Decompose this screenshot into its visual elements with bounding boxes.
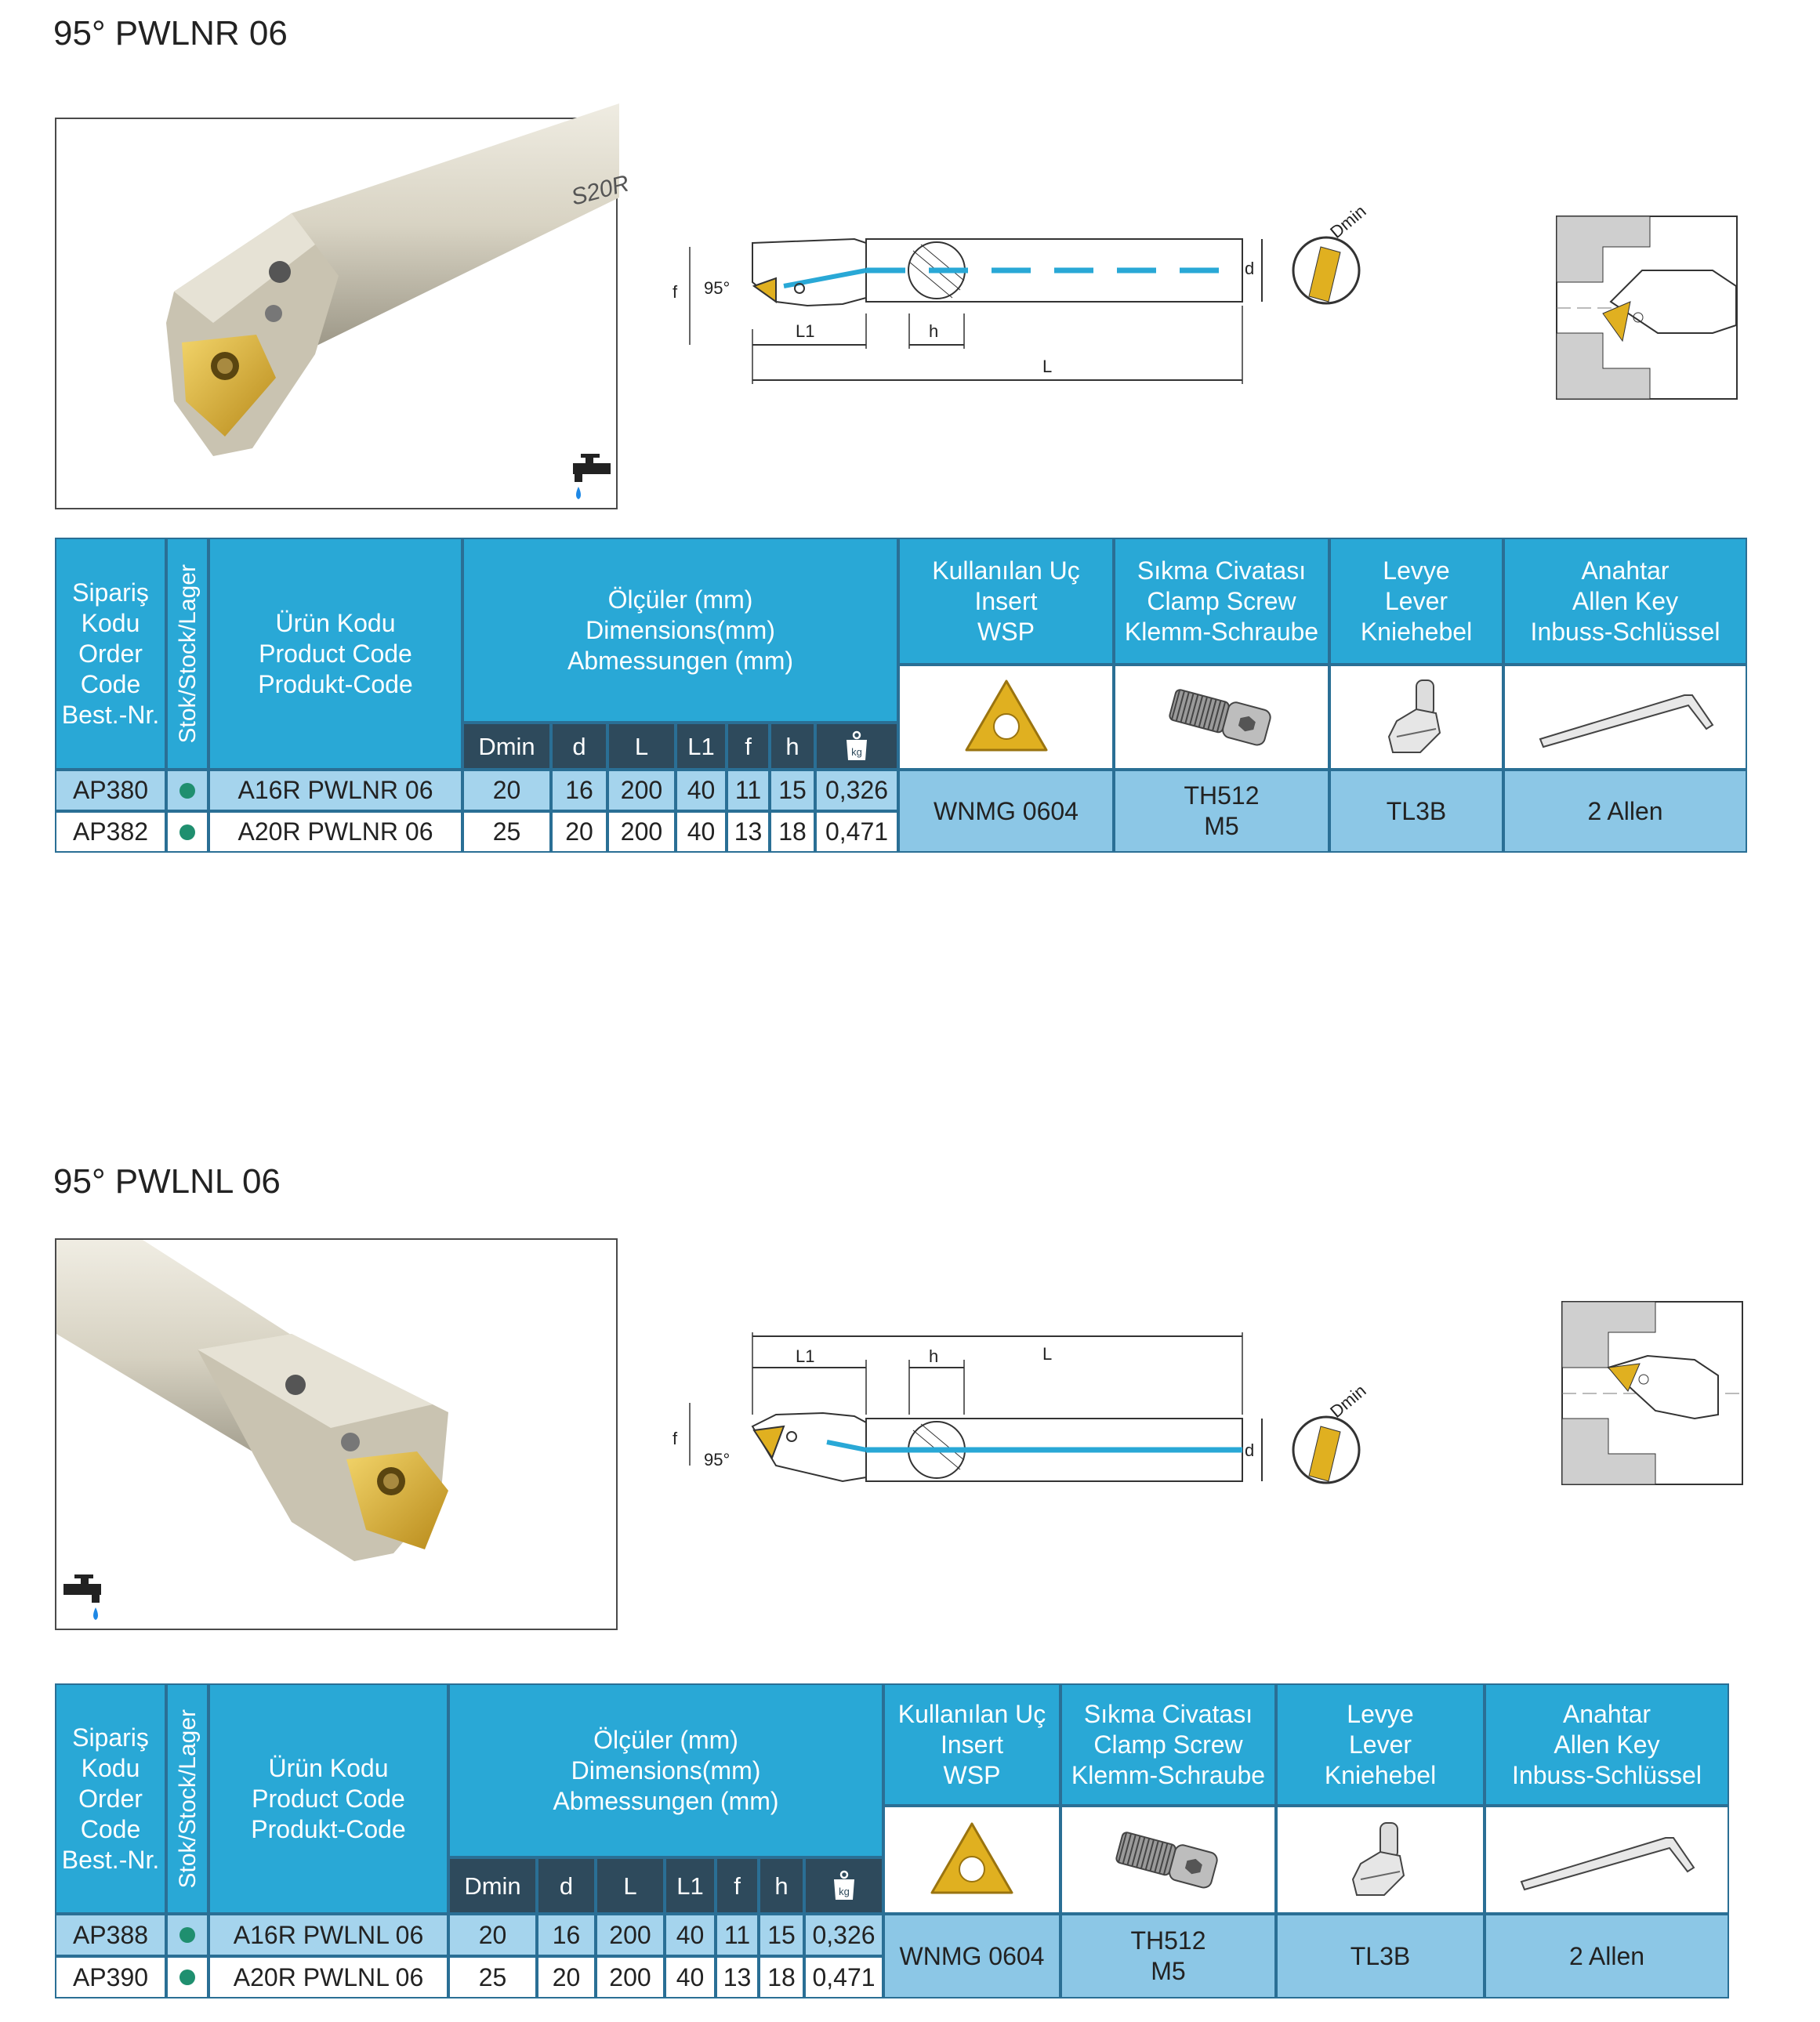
lever-image [1329, 665, 1503, 770]
dim-cell: 200 [607, 811, 676, 853]
dim-col-f: f [716, 1857, 759, 1914]
order-code-cell: AP380 [55, 770, 166, 811]
lever-icon [1337, 1817, 1423, 1903]
dim-cell: 25 [462, 811, 551, 853]
dim-cell: 20 [551, 811, 607, 853]
lever-image [1276, 1806, 1485, 1914]
dim-cell: 40 [676, 811, 727, 853]
f-label: f [673, 1429, 678, 1448]
tool-photo [55, 1238, 618, 1630]
weight-cell: 0,471 [804, 1956, 883, 1998]
tool-photo [55, 118, 633, 509]
screw-header: Sıkma Civatası Clamp Screw Klemm-Schraube [1114, 538, 1329, 665]
dim-cell: 200 [596, 1914, 665, 1956]
l-label: L [1042, 1344, 1053, 1364]
f-label: f [673, 282, 678, 302]
h-label: h [929, 321, 939, 341]
lever-header: Levye Lever Kniehebel [1276, 1683, 1485, 1806]
order-code-cell: AP382 [55, 811, 166, 853]
dim-col-l: L [607, 723, 676, 770]
dim-cell: 20 [448, 1914, 537, 1956]
order-code-header: Sipariş Kodu Order Code Best.-Nr. [55, 1683, 166, 1914]
order-code-cell: AP388 [55, 1914, 166, 1956]
dim-cell: 11 [716, 1914, 759, 1956]
dim-cell: 40 [676, 770, 727, 811]
screw-header: Sıkma Civatası Clamp Screw Klemm-Schraube [1060, 1683, 1276, 1806]
dim-col-h: h [759, 1857, 804, 1914]
insert-code-cell: WNMG 0604 [883, 1914, 1060, 1998]
dim-cell: 13 [727, 811, 770, 853]
dim-col-l: L [596, 1857, 665, 1914]
product-code-header: Ürün Kodu Product Code Produkt-Code [208, 1683, 448, 1914]
dim-col-d: d [537, 1857, 596, 1914]
stock-dot [179, 1969, 195, 1985]
product-code-cell: A20R PWLNR 06 [208, 811, 462, 853]
dim-col-dmin: Dmin [462, 723, 551, 770]
angle-label: 95° [704, 278, 731, 298]
screw-code-cell: TH512 M5 [1114, 770, 1329, 853]
l1-label: L1 [796, 321, 815, 341]
product-code-cell: A16R PWLNL 06 [208, 1914, 448, 1956]
screw-code-cell: TH512 M5 [1060, 1914, 1276, 1998]
weight-col [804, 1857, 883, 1914]
dim-cell: 200 [607, 770, 676, 811]
key-code-cell: 2 Allen [1485, 1914, 1729, 1998]
dimensions-header: Ölçüler (mm) Dimensions(mm) Abmessungen (mm) [462, 538, 898, 723]
allen-key-icon [1517, 1828, 1697, 1891]
stock-dot [179, 1927, 195, 1943]
dim-col-d: d [551, 723, 607, 770]
stock-header: Stok/Stock/Lager [166, 1683, 208, 1914]
dim-col-l1: L1 [676, 723, 727, 770]
coolant-icon [570, 452, 614, 502]
dim-cell: 18 [759, 1956, 804, 1998]
dimension-drawing [666, 1328, 1380, 1501]
order-code-cell: AP390 [55, 1956, 166, 1998]
stock-cell [166, 1914, 208, 1956]
dmin-label: Dmin [1326, 1380, 1370, 1422]
product-code-cell: A20R PWLNL 06 [208, 1956, 448, 1998]
coolant-icon [60, 1573, 104, 1623]
insert-header: Kullanılan Uç Insert WSP [898, 538, 1114, 665]
dim-col-l1: L1 [665, 1857, 716, 1914]
dim-cell: 20 [462, 770, 551, 811]
dim-cell: 16 [551, 770, 607, 811]
section-title: 95° PWLNR 06 [53, 14, 288, 53]
lever-header: Levye Lever Kniehebel [1329, 538, 1503, 665]
stock-cell [166, 811, 208, 853]
dim-cell: 11 [727, 770, 770, 811]
stock-cell [166, 1956, 208, 1998]
svg-text:S20R: S20R [568, 170, 633, 211]
dimensions-header: Ölçüler (mm) Dimensions(mm) Abmessungen (mm) [448, 1683, 883, 1857]
lever-icon [1373, 674, 1459, 760]
dim-cell: 40 [665, 1914, 716, 1956]
key-image [1485, 1806, 1729, 1914]
stock-dot [179, 824, 195, 840]
l1-label: L1 [796, 1346, 815, 1366]
product-code-cell: A16R PWLNR 06 [208, 770, 462, 811]
weight-icon [844, 730, 869, 762]
order-code-header: Sipariş Kodu Order Code Best.-Nr. [55, 538, 166, 770]
d-label: d [1245, 259, 1255, 278]
insert-icon [963, 678, 1050, 756]
screw-icon [1163, 682, 1281, 752]
dim-col-dmin: Dmin [448, 1857, 537, 1914]
section-title: 95° PWLNL 06 [53, 1162, 281, 1201]
angle-label: 95° [704, 1450, 731, 1469]
lever-code-cell: TL3B [1276, 1914, 1485, 1998]
dim-col-h: h [770, 723, 815, 770]
dim-cell: 15 [759, 1914, 804, 1956]
dim-col-f: f [727, 723, 770, 770]
dim-cell: 16 [537, 1914, 596, 1956]
h-label: h [929, 1346, 939, 1366]
dim-cell: 25 [448, 1956, 537, 1998]
svg-text:kg: kg [851, 746, 862, 758]
insert-icon [929, 1821, 1015, 1899]
insert-code-cell: WNMG 0604 [898, 770, 1114, 853]
spec-table-grid [55, 1683, 1765, 1998]
insert-image [883, 1806, 1060, 1914]
boring-section-drawing [1561, 1301, 1743, 1485]
weight-icon [832, 1870, 857, 1901]
spec-table-grid [55, 538, 1759, 853]
dim-cell: 13 [716, 1956, 759, 1998]
dim-cell: 40 [665, 1956, 716, 1998]
svg-text:kg: kg [838, 1886, 850, 1897]
dim-cell: 18 [770, 811, 815, 853]
boring-section-drawing [1556, 216, 1738, 400]
key-image [1503, 665, 1747, 770]
d-label: d [1245, 1440, 1255, 1460]
allen-key-icon [1535, 686, 1716, 748]
screw-icon [1110, 1825, 1227, 1895]
lever-code-cell: TL3B [1329, 770, 1503, 853]
dmin-label: Dmin [1326, 201, 1370, 242]
dim-cell: 15 [770, 770, 815, 811]
stock-dot [179, 783, 195, 799]
weight-col [815, 723, 898, 770]
dimension-drawing [666, 196, 1380, 400]
insert-header: Kullanılan Uç Insert WSP [883, 1683, 1060, 1806]
l-label: L [1042, 357, 1053, 376]
key-code-cell: 2 Allen [1503, 770, 1747, 853]
screw-image [1114, 665, 1329, 770]
key-header: Anahtar Allen Key Inbuss-Schlüssel [1503, 538, 1747, 665]
dim-cell: 20 [537, 1956, 596, 1998]
weight-cell: 0,471 [815, 811, 898, 853]
screw-image [1060, 1806, 1276, 1914]
stock-header: Stok/Stock/Lager [166, 538, 208, 770]
key-header: Anahtar Allen Key Inbuss-Schlüssel [1485, 1683, 1729, 1806]
insert-image [898, 665, 1114, 770]
stock-cell [166, 770, 208, 811]
product-code-header: Ürün Kodu Product Code Produkt-Code [208, 538, 462, 770]
dim-cell: 200 [596, 1956, 665, 1998]
weight-cell: 0,326 [815, 770, 898, 811]
weight-cell: 0,326 [804, 1914, 883, 1956]
